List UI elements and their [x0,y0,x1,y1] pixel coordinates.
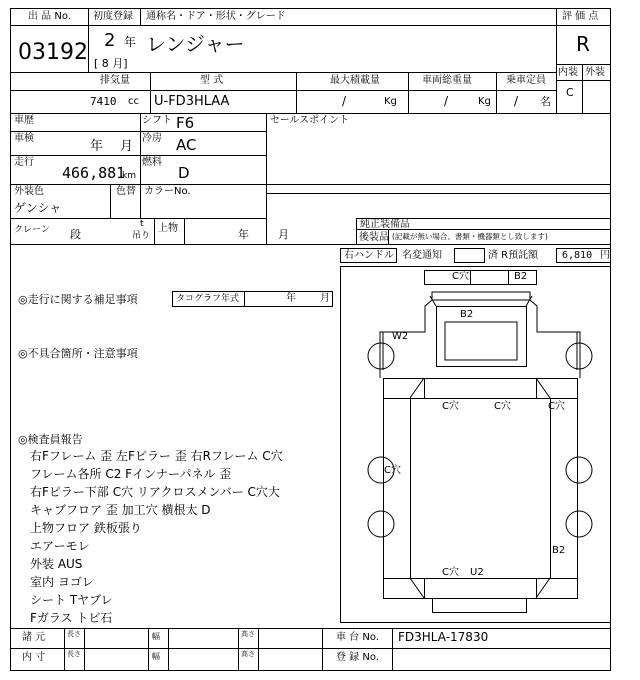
width-label: 幅 [152,632,160,641]
inspector-line: Fガラス トビ石 [30,611,113,625]
mileage-value: 466,881 [62,164,126,182]
model-label: 通称名・ドア・形状・グレード [146,11,286,22]
mileage-label: 走行 [14,157,34,168]
exterior-label: 外装 [585,67,605,78]
diagram-mark-rear-b2: B2 [552,545,566,556]
length-label: 長さ [67,630,81,638]
diagram-mark-rear-c: C穴 [442,567,459,578]
model-type-value: U-FD3HLAA [154,94,230,109]
tachograph-year-unit: 年 [286,293,296,304]
steering-label: 右ハンドル [344,250,394,261]
crane-tier: 段 [70,228,81,241]
inspection-label: 車検 [14,133,34,144]
genuine-equipment-label: 純正装備品 [360,219,410,230]
lot-number: 03192 [18,40,88,65]
inspector-line: 上物フロア 鉄板張り [30,521,142,535]
inspector-line: 右Fフレーム 歪 左Fピラー 歪 右Rフレーム C穴 [30,449,283,463]
upper-label: 上物 [158,223,178,234]
first-registration-year: 2 [104,30,116,51]
aftermarket-note: (記載が無い場合、書類・機器類とし致します) [392,232,548,241]
lot-label: 出 品 No. [28,11,71,22]
diagram-mark-mid-c1: C穴 [442,401,459,412]
inspector-line: キャブフロア 歪 加工穴 横根太 D [30,503,211,517]
capacity-unit: 名 [540,95,551,108]
capacity-value: / [514,94,519,108]
shift-label: シフト [142,115,172,126]
recycle-unit: 円 [600,250,610,261]
evaluation-score: R [576,32,590,56]
max-load-value: / [342,94,347,108]
aftermarket-label: 後装品 [359,232,389,243]
inspector-line: フレーム各所 C2 Fインナーパネル 歪 [30,467,232,481]
registration-no-label: 登 録 No. [336,652,379,663]
displacement-label: 排気量 [100,75,130,86]
color-value: ゲンシャ [14,201,62,215]
upper-year-unit: 年 [238,228,249,241]
ac-value: AC [176,136,197,154]
inspector-line: 室内 ヨゴレ [30,575,94,589]
inspector-line: 外装 AUS [30,557,83,571]
mileage-unit: km [122,171,136,181]
history-label: 車歴 [14,115,34,126]
tachograph-label: タコグラフ年式 [176,294,240,304]
ac-label: 冷房 [142,133,162,144]
sales-point-label: セールスポイント [270,115,350,126]
max-load-label: 最大積載量 [330,75,380,86]
inspection-month-unit: 月 [120,139,134,154]
diagram-mark-front-c: C穴 [452,271,469,282]
diagram-mark-left-c: C穴 [384,465,401,476]
crane-ton: t [140,219,144,229]
gross-weight-label: 車両総重量 [422,75,472,86]
interior-score: C [566,86,574,99]
fuel-value: D [178,164,190,182]
diagram-mark-mid-c2: C穴 [494,401,511,412]
inspector-line: シート Tヤブレ [30,593,113,607]
tachograph-month-unit: 月 [320,293,330,304]
inner-dimension-label: 内 寸 [22,652,46,663]
diagram-mark-w2: W2 [392,331,409,342]
specs-row-label: 諸 元 [22,632,46,643]
recycle-amount: 6,810 [562,250,593,261]
gross-weight-value: / [444,94,449,108]
driving-notes-label: ◎走行に関する補足事項 [18,293,138,306]
color-label: 外装色 [14,186,44,197]
name-change-label: 名変通知 [402,250,442,261]
capacity-label: 乗車定員 [506,75,546,86]
color-code-label: カラーNo. [144,186,191,197]
crane-label: クレーン [14,225,50,235]
recycle-label: 済 R預託額 [488,250,539,261]
width-label-2: 幅 [152,652,160,661]
defect-notes-label: ◎不具合箇所・注意事項 [18,347,138,360]
diagram-mark-cab-b2: B2 [460,309,474,320]
shift-value: F6 [176,114,195,132]
displacement-unit: cc [128,96,139,107]
first-registration-label: 初度登録 [93,11,133,22]
height-label: 高さ [241,630,255,638]
year-unit: 年 [124,35,137,49]
diagram-mark-right-c: C穴 [548,401,565,412]
interior-label: 内装 [558,67,578,78]
gross-weight-unit: Kg [478,96,491,107]
diagram-mark-rear-u2: U2 [470,567,484,578]
model-type-label: 型 式 [200,75,224,86]
fuel-label: 燃料 [142,157,162,168]
chassis-no-value: FD3HLA-17830 [398,630,489,644]
chassis-no-label: 車 台 No. [336,632,379,643]
length-label-2: 長さ [67,650,81,658]
inspector-line: エアーモレ [30,539,90,553]
displacement-value: 7410 [90,95,117,108]
evaluation-label: 評 価 点 [562,11,599,22]
height-label-2: 高さ [241,650,255,658]
diagram-mark-front-b2: B2 [514,271,528,282]
inspector-report-label: ◎検査員報告 [18,433,83,446]
crane-hook: 吊り [132,231,151,241]
first-registration-month: [ 8 月] [94,57,128,70]
upper-month-unit: 月 [278,228,289,241]
inspection-year-unit: 年 [90,139,104,154]
model-name: レンジャー [146,32,245,56]
inspector-line: 右Fピラー下部 C穴 リアクロスメンバー C穴大 [30,485,280,499]
color-change-label: 色替 [116,186,136,197]
max-load-unit: Kg [384,96,397,107]
